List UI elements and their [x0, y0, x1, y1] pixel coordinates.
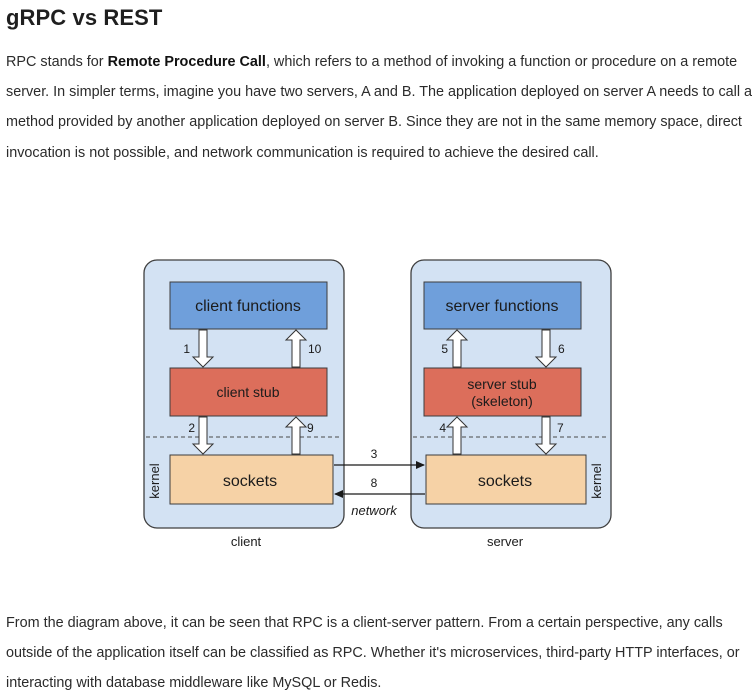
client-step-9-label: 9 [307, 421, 314, 435]
network-label: network [351, 503, 397, 518]
client-functions-label: client functions [195, 298, 301, 315]
server-step-7-label: 7 [557, 421, 564, 435]
server-stub-label-line2: (skeleton) [471, 393, 533, 409]
server-step-6-label: 6 [558, 342, 565, 356]
server-step-4-label: 4 [439, 421, 446, 435]
intro-prefix: RPC stands for [6, 54, 108, 70]
server-sockets-label: sockets [477, 473, 533, 490]
client-stub-label: client stub [216, 384, 280, 400]
client-sockets-label: sockets [222, 473, 278, 490]
conclusion-paragraph: From the diagram above, it can be seen that RPC is a client-server pattern. From a certain perspective, any calls outside of the application itself can be classified as RPC. Whether it's microservices, third-party HTTP interfaces, or interacting with database middleware like MySQL or Redis. [6, 615, 740, 692]
client-step-10-label: 10 [308, 342, 322, 356]
client-step-2-label: 2 [188, 421, 195, 435]
server-kernel-label: kernel [589, 463, 604, 499]
server-stub-label-line1: server stub [467, 376, 537, 392]
client-step-1-label: 1 [183, 342, 190, 356]
intro-suffix: , which refers to a method of invoking a function or procedure on a remote server. In simpler terms, imagine you have two servers, A and B. The application deployed on server A needs to call a method provided by another application deployed on server B. Since they are not in the same memory space, direct invocation is not possible, and network communication is required to achieve the desired call. [6, 54, 753, 161]
server-functions-label: server functions [445, 298, 559, 315]
page-title: gRPC vs REST [6, 5, 163, 30]
intro-emphasis: Remote Procedure Call [107, 54, 266, 70]
server-step-5-label: 5 [441, 342, 448, 356]
client-caption: client [230, 534, 262, 549]
network-step-3-label: 3 [370, 447, 378, 461]
client-kernel-label: kernel [147, 463, 162, 499]
network-step-8-label: 8 [370, 476, 378, 490]
server-caption: server [486, 534, 524, 549]
